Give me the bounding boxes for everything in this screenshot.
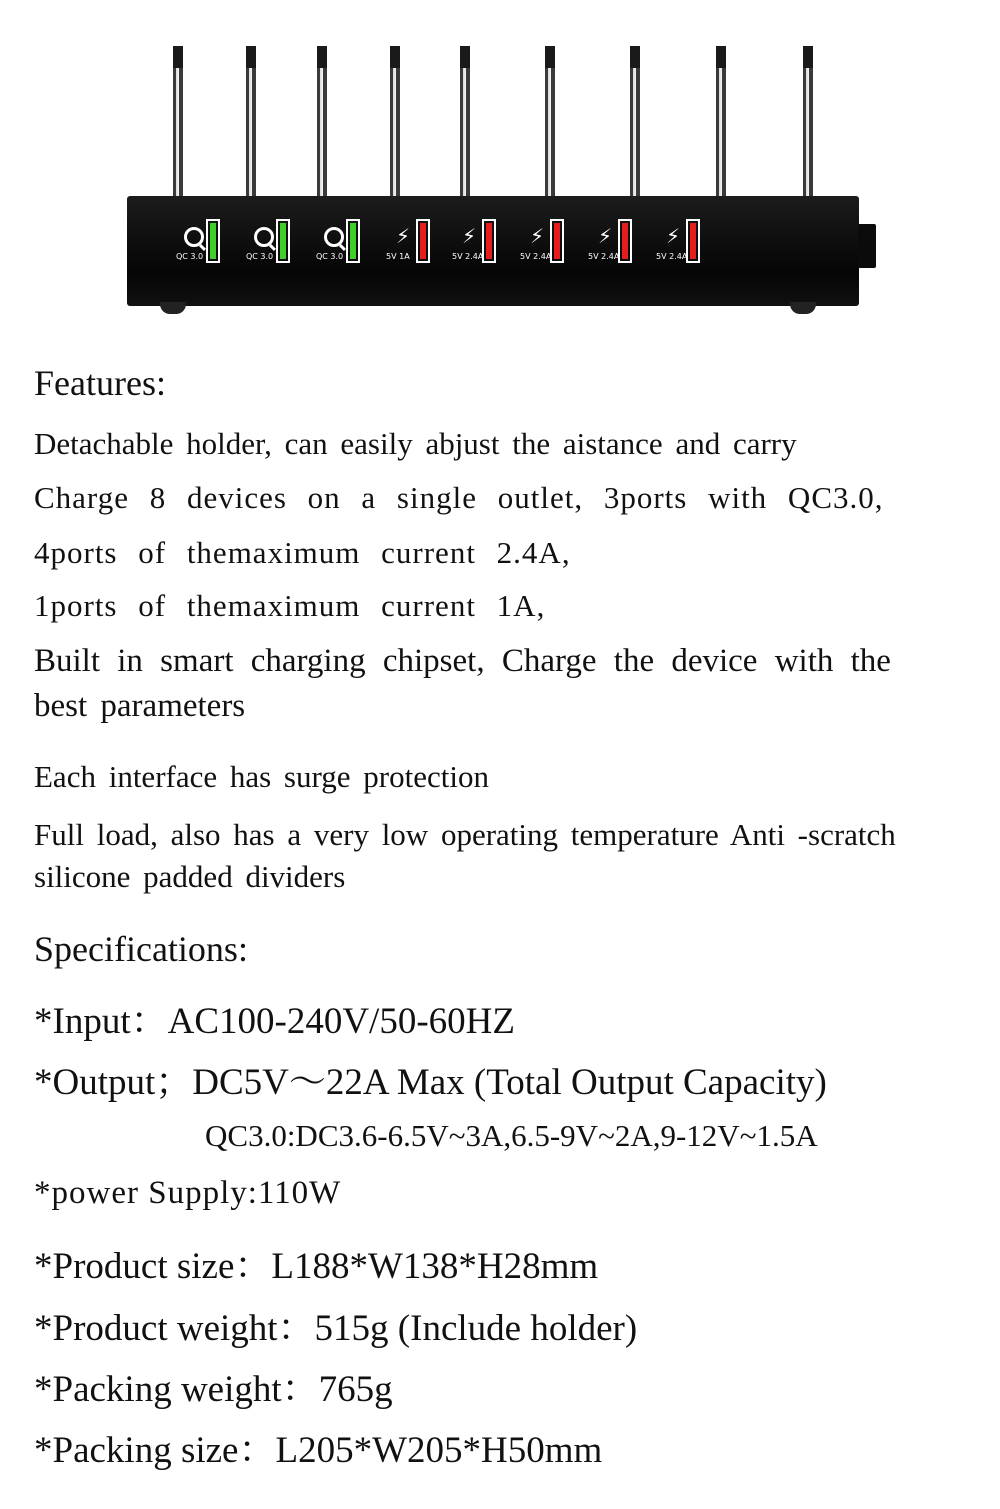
spec-input: *Input：AC100-240V/50-60HZ — [34, 1001, 515, 1042]
port-label: 5V 1A — [386, 252, 410, 261]
feature-line: Each interface has surge protection — [34, 759, 489, 794]
holder-divider — [460, 46, 470, 196]
charging-station-image — [0, 0, 1000, 330]
holder-divider — [390, 46, 400, 196]
specifications-heading: Specifications: — [34, 929, 248, 969]
port-label: 5V 2.4A — [656, 252, 688, 261]
holder-divider — [317, 46, 327, 196]
feature-line: 1ports of themaximum current 1A, — [34, 588, 546, 623]
rubber-foot — [790, 302, 816, 314]
feature-line: Detachable holder, can easily abjust the aistance and carry — [34, 426, 797, 461]
feature-line: silicone padded dividers — [34, 859, 346, 894]
spec-output: *Output；DC5V～22A Max (Total Output Capacity) — [34, 1062, 827, 1103]
holder-divider — [716, 46, 726, 196]
feature-line: best parameters — [34, 688, 246, 724]
holder-divider — [173, 46, 183, 196]
port-label: 5V 2.4A — [588, 252, 620, 261]
spec-product-size: *Product size：L188*W138*H28mm — [34, 1246, 599, 1287]
holder-divider — [545, 46, 555, 196]
feature-line: Full load, also has a very low operating temperature Anti -scratch — [34, 817, 896, 852]
spec-packing-weight: *Packing weight：765g — [34, 1369, 393, 1410]
port-label: 5V 2.4A — [452, 252, 484, 261]
lightning-bolt-icon: ⚡ — [395, 224, 411, 248]
lightning-bolt-icon: ⚡ — [665, 224, 681, 248]
qc-icon — [184, 227, 204, 247]
port-label: 5V 2.4A — [520, 252, 552, 261]
port-label: QC 3.0 — [176, 252, 204, 261]
port-label: QC 3.0 — [246, 252, 274, 261]
feature-line: Charge 8 devices on a single outlet, 3ports with QC3.0, — [34, 480, 884, 515]
spec-packing-size: *Packing size：L205*W205*H50mm — [34, 1430, 603, 1471]
port-label: QC 3.0 — [316, 252, 344, 261]
holder-divider — [803, 46, 813, 196]
feature-line: 4ports of themaximum current 2.4A, — [34, 535, 571, 570]
rubber-foot — [160, 302, 186, 314]
lightning-bolt-icon: ⚡ — [461, 224, 477, 248]
lightning-bolt-icon: ⚡ — [597, 224, 613, 248]
holder-divider — [246, 46, 256, 196]
qc-icon — [324, 227, 344, 247]
lightning-bolt-icon: ⚡ — [529, 224, 545, 248]
qc-icon — [254, 227, 274, 247]
spec-product-weight: *Product weight：515g (Include holder) — [34, 1308, 638, 1349]
spec-qc: QC3.0:DC3.6-6.5V~3A,6.5-9V~2A,9-12V~1.5A — [205, 1118, 818, 1153]
spec-power: *power Supply:110W — [34, 1175, 342, 1211]
feature-line: Built in smart charging chipset, Charge the device with the — [34, 643, 891, 679]
features-heading: Features: — [34, 363, 166, 403]
power-switch — [858, 224, 876, 268]
holder-divider — [630, 46, 640, 196]
